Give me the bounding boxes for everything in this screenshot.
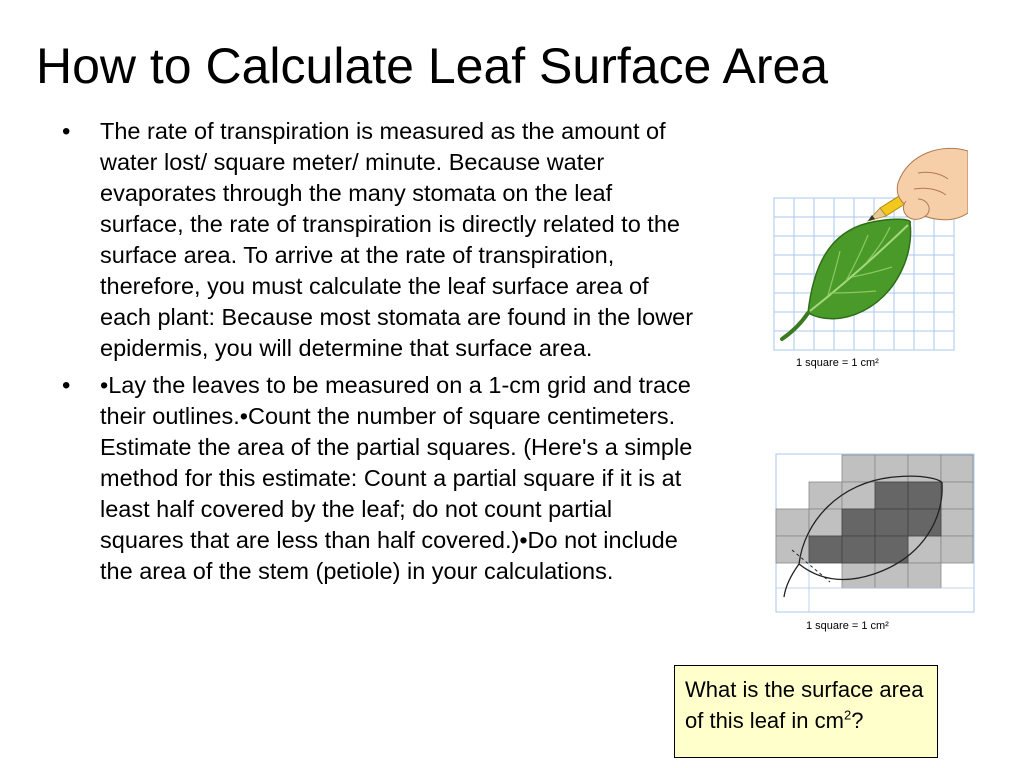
bullet-text-transpiration: The rate of transpiration is measured as the amount of water lost/ square meter/ minute. Because water evaporates through the many stomata on the leaf surface, the rate of transpiration is directly related to the surface area. To arrive at the rate of transpiration, therefore, you must calculate the leaf surface area of each plant: Because most stomata are found in the lower epidermis, you will determine that surface area. (100, 118, 694, 361)
bullet-item-procedure (62, 370, 752, 587)
question-body: What is the surface area of this leaf in cm (685, 677, 924, 733)
leaf-tracing-figure (768, 143, 968, 373)
bullet-marker: • (62, 118, 71, 145)
bullet-marker: • (62, 372, 71, 399)
grid-figure-caption: 1 square = 1 cm² (806, 620, 889, 632)
slide-title: How to Calculate Leaf Surface Area (36, 38, 829, 94)
bullet-text-procedure: •Lay the leaves to be measured on a 1-cm grid and trace their outlines.•Count the number of square centimeters. Estimate the area of the partial squares. (Here's a simple method for this estimate: Count a partial square if it is at least half covered by the leaf; do not count partial squares that are less than half covered.)•Do not include the area of the stem (petiole) in your calculations. (100, 372, 693, 584)
bullet-list (62, 116, 752, 593)
hand-illustration (897, 148, 968, 219)
question-box (674, 665, 938, 758)
bullet-item-transpiration (62, 116, 752, 364)
question-superscript: 2 (843, 707, 852, 723)
grid-count-figure (774, 452, 979, 637)
question-suffix: ? (851, 708, 864, 733)
question-text (685, 674, 929, 736)
leaf-figure-caption: 1 square = 1 cm² (796, 357, 879, 369)
